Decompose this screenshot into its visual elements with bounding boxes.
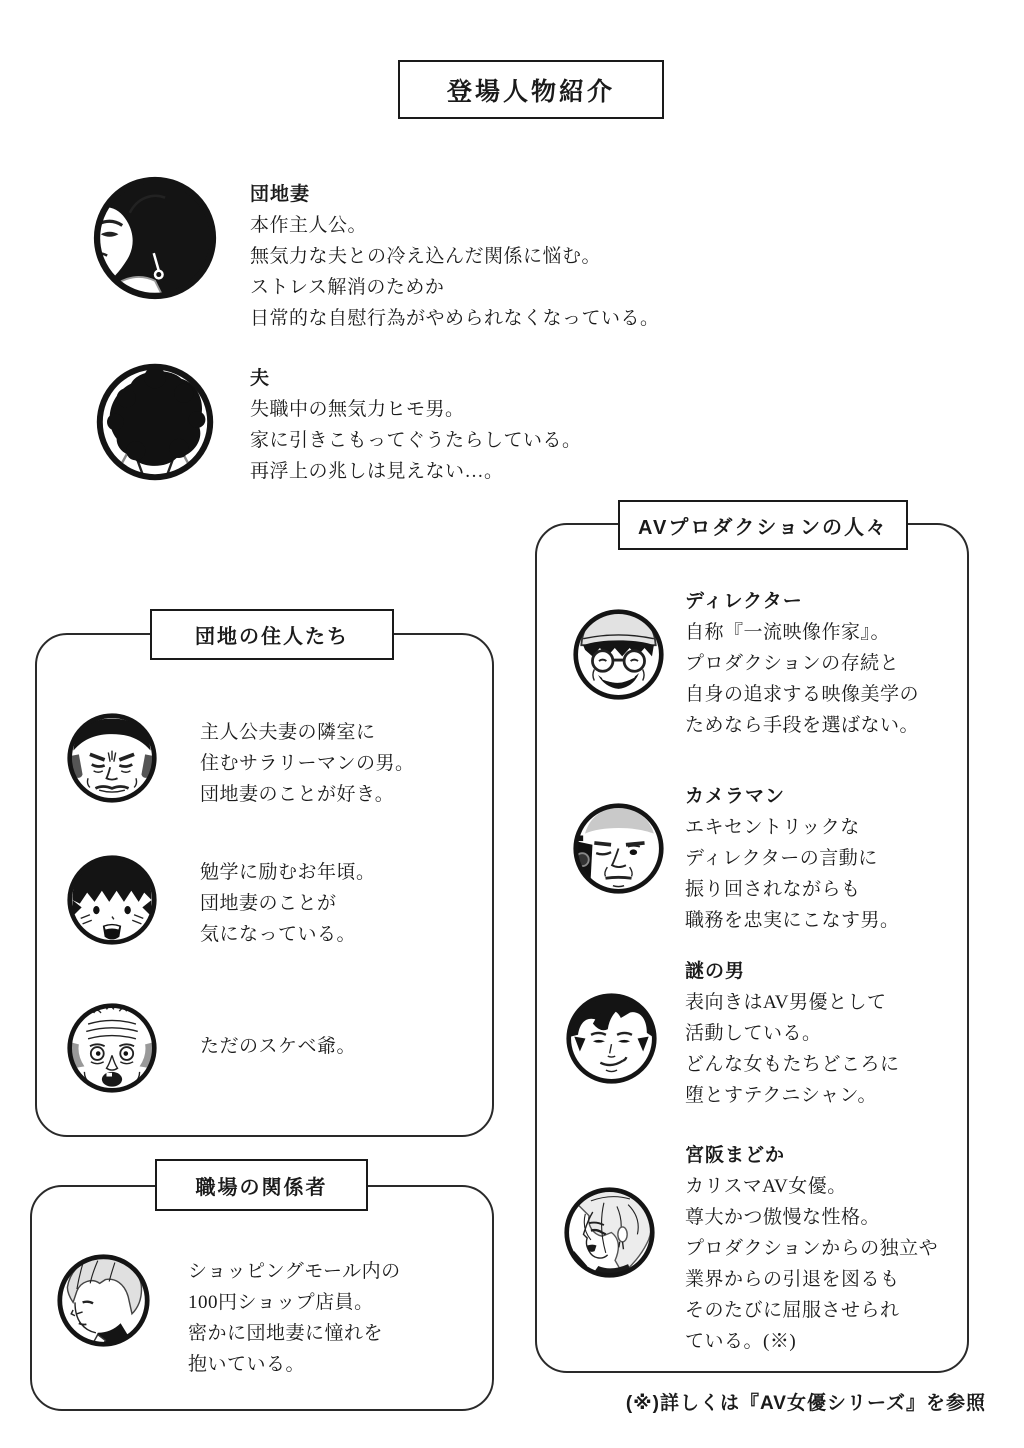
character-line: 気になっている。 [200, 924, 357, 945]
wife-portrait-icon [92, 175, 218, 301]
character-line: ただのスケベ爺。 [200, 1036, 357, 1057]
wife-entry [250, 179, 660, 334]
director-entry [685, 586, 919, 741]
character-name: ディレクター [685, 591, 803, 612]
character-line: ている。(※) [685, 1331, 797, 1352]
character-line: 失職中の無気力ヒモ男。 [250, 399, 465, 420]
workplace-title [155, 1159, 368, 1211]
character-line: 主人公夫妻の隣室に [200, 722, 376, 743]
husband-entry [250, 363, 582, 487]
residents-title [150, 609, 394, 660]
character-line: 自称『一流映像作家』。 [685, 622, 891, 643]
director-portrait-icon [572, 608, 665, 701]
character-line: プロダクションからの独立や [685, 1238, 939, 1259]
salaryman-portrait-icon [66, 712, 158, 804]
character-line: 家に引きこもってぐうたらしている。 [250, 430, 582, 451]
character-line: 勉学に励むお年頃。 [200, 862, 376, 883]
student-portrait-icon [66, 854, 158, 946]
character-name: 宮阪まどか [685, 1145, 786, 1166]
character-line: そのたびに屈服させられ [685, 1300, 900, 1321]
character-line: どんな女もたちどころに [685, 1054, 900, 1075]
character-line: エキセントリックな [685, 817, 860, 838]
character-name: カメラマン [685, 786, 786, 807]
footnote: (※)詳しくは『AV女優シリーズ』を参照 [625, 1393, 986, 1414]
husband-portrait-icon [95, 362, 215, 482]
clerk-entry [188, 1256, 401, 1380]
page-title-text: 登場人物紹介 [446, 77, 615, 106]
character-line: 団地妻のことが [200, 893, 337, 914]
cameraman-entry [685, 781, 900, 936]
page-title [398, 60, 664, 119]
mystery-man-entry [685, 956, 900, 1111]
character-line: 自身の追求する映像美学の [685, 684, 920, 705]
madoka-entry [685, 1140, 938, 1357]
character-line: 本作主人公。 [250, 215, 368, 236]
character-line: 尊大かつ傲慢な性格。 [685, 1207, 881, 1228]
character-line: 業界からの引退を図るも [685, 1269, 900, 1290]
character-line: 再浮上の兆しは見えない…。 [250, 461, 504, 482]
character-line: 日常的な自慰行為がやめられなくなっている。 [250, 308, 660, 329]
av-production-title [618, 500, 908, 550]
character-line: 表向きはAV男優として [685, 992, 887, 1013]
character-line: プロダクションの存続と [685, 653, 900, 674]
character-line: 住むサラリーマンの男。 [200, 753, 415, 774]
character-line: 無気力な夫との冷え込んだ関係に悩む。 [250, 246, 602, 267]
character-line: 活動している。 [685, 1023, 822, 1044]
character-line: ディレクターの言動に [685, 848, 878, 869]
character-name: 団地妻 [250, 184, 311, 205]
madoka-portrait-icon [563, 1186, 656, 1279]
mystery-man-portrait-icon [565, 992, 658, 1085]
character-name: 夫 [250, 368, 271, 389]
character-line: 団地妻のことが好き。 [200, 784, 395, 805]
character-line: ストレス解消のためか [250, 277, 445, 298]
character-line: 堕とすテクニシャン。 [685, 1085, 877, 1106]
group-title-text: AVプロダクションの人々 [638, 516, 888, 539]
group-title-text: 団地の住人たち [195, 626, 349, 648]
character-name: 謎の男 [685, 961, 746, 982]
character-line: カリスマAV女優。 [685, 1176, 847, 1197]
character-line: 密かに団地妻に憧れを [188, 1323, 384, 1344]
character-line: 振り回されながらも [685, 879, 861, 900]
character-line: ためなら手段を選ばない。 [685, 715, 920, 736]
student-entry [200, 857, 376, 950]
group-title-text: 職場の関係者 [195, 1176, 328, 1199]
cameraman-portrait-icon [572, 802, 665, 895]
old-man-entry [200, 1031, 356, 1062]
character-line: 職務を忠実にこなす男。 [685, 910, 900, 931]
character-line: 抱いている。 [188, 1354, 306, 1375]
character-line: 100円ショップ店員。 [188, 1292, 374, 1313]
old-man-portrait-icon [66, 1002, 158, 1094]
salaryman-entry [200, 717, 415, 810]
clerk-portrait-icon [56, 1253, 151, 1348]
character-line: ショッピングモール内の [188, 1261, 401, 1282]
